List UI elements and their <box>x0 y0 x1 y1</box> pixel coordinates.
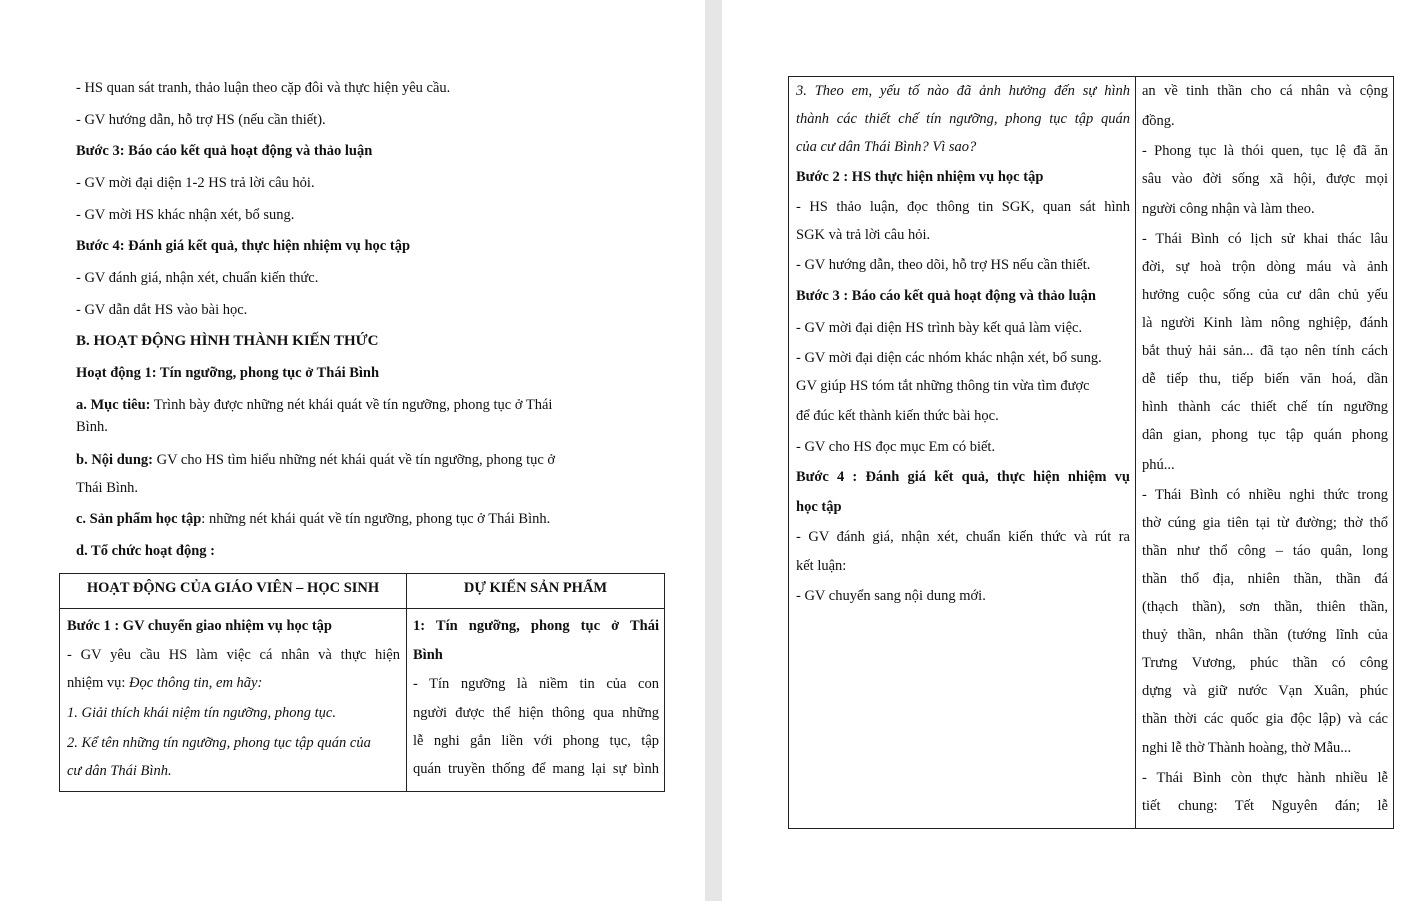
text-line: GV giúp HS tóm tắt những thông tin vừa tìm được <box>796 378 1090 394</box>
product-line <box>76 510 550 528</box>
text-line: (thạch thần), sơn thần, thiên thần, <box>1142 599 1388 615</box>
text-line: hình thành các thiết chế tín ngưỡng <box>1142 399 1388 415</box>
text-line: - GV mời đại diện 1-2 HS trả lời câu hỏi. <box>76 175 315 191</box>
text-line: SGK và trả lời câu hỏi. <box>796 227 931 243</box>
step2-heading: Bước 2 : HS thực hiện nhiệm vụ học tập <box>796 169 1044 185</box>
teacher-student-cell <box>789 77 1136 829</box>
text-line: nghi lễ thờ Thành hoàng, thờ Mẫu... <box>1142 740 1352 756</box>
question-2-cont: cư dân Thái Bình. <box>67 763 172 779</box>
content-label: b. Nội dung: <box>76 452 153 468</box>
text-line: lễ nghi gắn liền với phong tục, tập <box>413 733 659 749</box>
text-line: - GV đánh giá, nhận xét, chuẩn kiến thức. <box>76 270 319 286</box>
text-line: là người Kinh làm nông nghiệp, đánh <box>1142 315 1388 331</box>
document-page-left <box>0 0 705 901</box>
question-1: 1. Giải thích khái niệm tín ngưỡng, phong tục. <box>67 705 336 721</box>
text-line: - HS quan sát tranh, thảo luận theo cặp đôi và thực hiện yêu cầu. <box>76 80 451 96</box>
text-line <box>67 669 400 697</box>
text-line: thần như thổ công – táo quân, long <box>1142 543 1388 559</box>
text-line: - GV hướng dẫn, hỗ trợ HS (nếu cần thiết). <box>76 112 326 128</box>
document-page-right <box>722 0 1415 901</box>
objective-line-2: Bình. <box>76 419 108 435</box>
step4-heading: Bước 4 : Đánh giá kết quả, thực hiện nhiệm vụ <box>796 469 1130 485</box>
text-line: hưởng cuộc sống của cư dân chủ yếu <box>1142 287 1388 303</box>
text-line: thờ cúng gia tiên tại từ đường; thờ thổ <box>1142 515 1388 531</box>
text-line: đời, sự hoà trộn dòng máu và ảnh <box>1142 259 1388 275</box>
text-line: - Thái Bình còn thực hành nhiều lễ <box>1142 770 1388 786</box>
content-line-2: Thái Bình. <box>76 480 139 496</box>
step-heading: Bước 4: Đánh giá kết quả, thực hiện nhiệm vụ học tập <box>76 238 411 254</box>
text-line: dân gian, phong tục tập quán phong <box>1142 427 1388 443</box>
text-line: - HS thảo luận, đọc thông tin SGK, quan sát hình <box>796 199 1130 215</box>
text-line: để đúc kết thành kiến thức bài học. <box>796 408 999 424</box>
text-line: phú... <box>1142 457 1175 473</box>
text-line: - GV hướng dẫn, theo dõi, hỗ trợ HS nếu cần thiết. <box>796 257 1091 273</box>
step-heading: Bước 3: Báo cáo kết quả hoạt động và thảo luận <box>76 143 373 159</box>
page-gutter <box>705 0 722 901</box>
task-instruction: Đọc thông tin, em hãy: <box>129 675 263 691</box>
question-3-cont: của cư dân Thái Bình? Vì sao? <box>796 139 977 155</box>
text-line: - Tín ngưỡng là niềm tin của con <box>413 676 659 692</box>
text-line: dựng và giữ nước Vạn Xuân, phúc <box>1142 683 1388 699</box>
step3-heading: Bước 3 : Báo cáo kết quả hoạt động và thảo luận <box>796 288 1096 304</box>
header-activity: HOẠT ĐỘNG CỦA GIÁO VIÊN – HỌC SINH <box>60 574 407 609</box>
text-line: - GV đánh giá, nhận xét, chuẩn kiến thức và rút ra <box>796 529 1130 545</box>
text-line: - GV chuyển sang nội dung mới. <box>796 588 986 604</box>
text-line: - GV dẫn dắt HS vào bài học. <box>76 302 248 318</box>
text-line: - Thái Bình có nhiều nghi thức trong <box>1142 487 1388 503</box>
text-line: người công nhận và làm theo. <box>1142 201 1315 217</box>
table-row <box>789 77 1394 829</box>
text-line: Trưng Vương, phúc thần có công <box>1142 655 1388 671</box>
activity-table <box>59 573 665 792</box>
text-line: - GV mời đại diện các nhóm khác nhận xét, bổ sung. <box>796 350 1102 366</box>
product-text: : những nét khái quát về tín ngưỡng, phong tục ở Thái Bình. <box>201 511 551 527</box>
table-row <box>60 609 665 792</box>
text-line: - Phong tục là thói quen, tục lệ đã ăn <box>1142 143 1388 159</box>
header-product: DỰ KIẾN SẢN PHẨM <box>407 574 665 609</box>
text-line: kết luận: <box>796 558 847 574</box>
objective-text: Trình bày được những nét khái quát về tín ngưỡng, phong tục ở Thái <box>150 397 553 413</box>
activity-table-continued <box>788 76 1394 829</box>
text-line: - GV cho HS đọc mục Em có biết. <box>796 439 996 455</box>
step1-heading: Bước 1 : GV chuyển giao nhiệm vụ học tập <box>67 618 333 634</box>
text-line: sâu vào đời sống xã hội, được mọi <box>1142 171 1388 187</box>
text-line: quán truyền thống để mang lại sự bình <box>413 761 659 777</box>
product-title: 1: Tín ngưỡng, phong tục ở Thái <box>413 618 659 634</box>
content-line <box>76 451 555 469</box>
content-text: GV cho HS tìm hiểu những nét khái quát về tín ngưỡng, phong tục ở <box>152 452 556 468</box>
text-line: người được thể hiện thông qua những <box>413 705 659 721</box>
text-line: - GV mời HS khác nhận xét, bổ sung. <box>76 207 295 223</box>
product-label: c. Sản phẩm học tập <box>76 511 202 527</box>
question-2: 2. Kể tên những tín ngưỡng, phong tục tập quán của <box>67 735 371 751</box>
text-line: đồng. <box>1142 113 1175 129</box>
section-heading: B. HOẠT ĐỘNG HÌNH THÀNH KIẾN THỨC <box>76 333 379 349</box>
product-cell <box>407 609 665 792</box>
text-span: nhiệm vụ: <box>67 675 130 691</box>
text-line: - GV yêu cầu HS làm việc cá nhân và thực hiện <box>67 647 400 663</box>
table-header-row <box>60 574 665 609</box>
product-cell <box>1136 77 1394 829</box>
text-line: - Thái Bình có lịch sử khai thác lâu <box>1142 231 1388 247</box>
activity-heading: Hoạt động 1: Tín ngưỡng, phong tục ở Thái Bình <box>76 365 380 381</box>
objective-label: a. Mục tiêu: <box>76 397 151 413</box>
text-line: thuỷ thần, nhân thần (tướng lĩnh của <box>1142 627 1388 643</box>
text-line: bắt thuỷ hải sản... đã tạo nên tính cách <box>1142 343 1388 359</box>
product-title-cont: Bình <box>413 647 443 663</box>
objective-line <box>76 396 552 414</box>
question-3: 3. Theo em, yếu tố nào đã ảnh hưởng đến sự hình <box>796 83 1130 99</box>
step4-heading-cont: học tập <box>796 499 842 515</box>
question-3-cont: thành các thiết chế tín ngưỡng, phong tục tập quán <box>796 111 1130 127</box>
text-line: - GV mời đại diện HS trình bày kết quả làm việc. <box>796 320 1083 336</box>
text-line: thần thổ địa, nhiên thần, thần đá <box>1142 571 1388 587</box>
text-line: an về tinh thần cho cá nhân và cộng <box>1142 83 1388 99</box>
teacher-student-cell <box>60 609 407 792</box>
text-line: tiết chung: Tết Nguyên đán; lễ <box>1142 798 1388 814</box>
text-line: dễ tiếp thu, tiếp biến văn hoá, dần <box>1142 371 1388 387</box>
text-line: thần thời các quốc gia độc lập) và các <box>1142 711 1388 727</box>
organization-heading: d. Tổ chức hoạt động : <box>76 543 215 559</box>
